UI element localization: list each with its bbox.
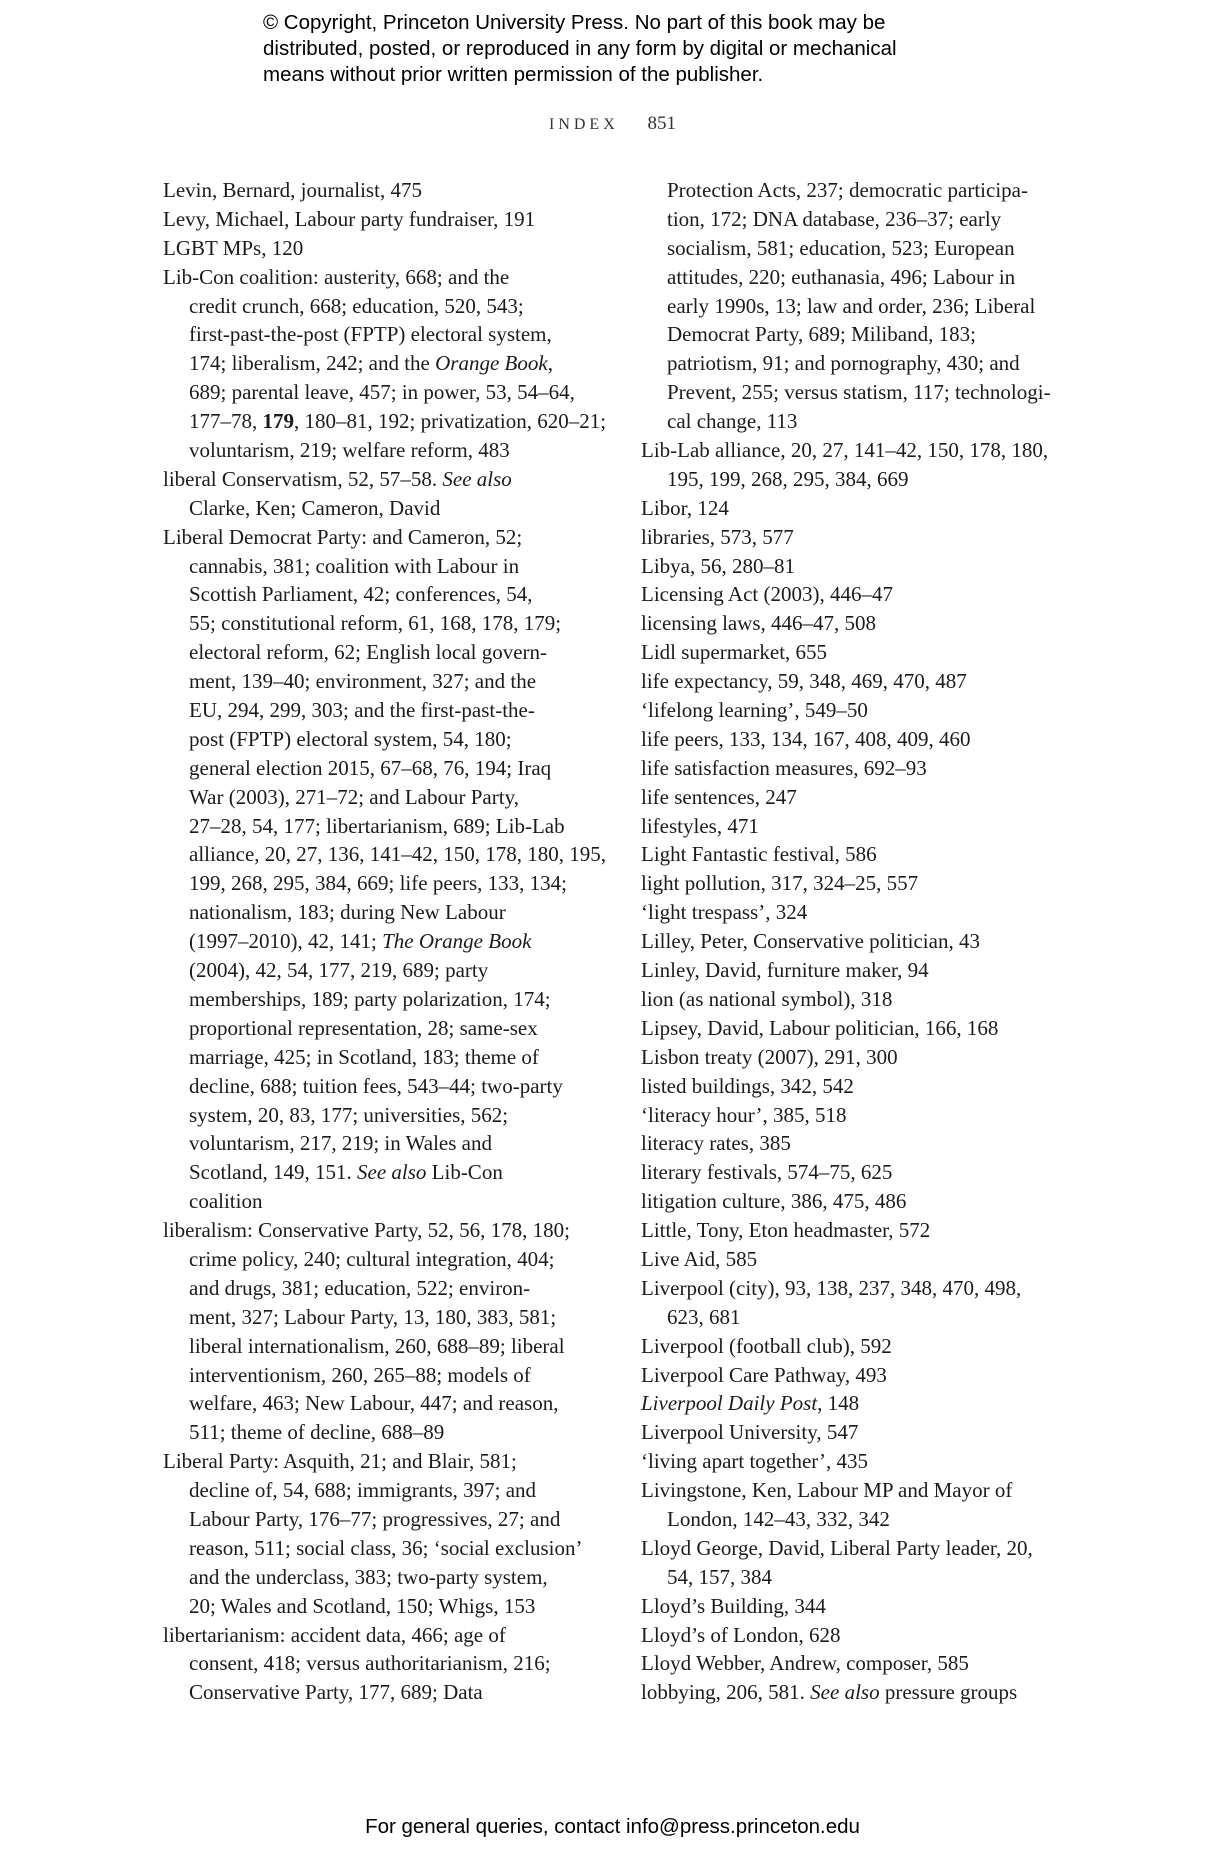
index-entry-continuation: Prevent, 255; versus statism, 117; technologi- [667, 380, 1051, 405]
index-entry: litigation culture, 386, 475, 486 [641, 1189, 907, 1214]
index-entry-continuation: cal change, 113 [667, 409, 798, 434]
index-entry-continuation: voluntarism, 217, 219; in Wales and [189, 1131, 492, 1156]
index-entry: Liverpool (football club), 592 [641, 1333, 892, 1358]
index-entry-continuation: memberships, 189; party polarization, 174; [189, 986, 551, 1011]
index-entry: Little, Tony, Eton headmaster, 572 [641, 1218, 931, 1243]
index-entry: lifestyles, 471 [641, 813, 759, 838]
index-entry: Levin, Bernard, journalist, 475 [163, 178, 422, 202]
index-entry: Liverpool University, 547 [641, 1420, 859, 1445]
index-entry-continuation: credit crunch, 668; education, 520, 543; [189, 293, 524, 318]
index-entry-continuation: patriotism, 91; and pornography, 430; and [667, 351, 1020, 376]
index-entry-continuation: 55; constitutional reform, 61, 168, 178, 179; [189, 611, 562, 636]
entry-text: liberal Conservatism, 52, 57–58. [163, 466, 443, 491]
index-entry: Lloyd’s Building, 344 [641, 1593, 826, 1618]
italic-text: See also [357, 1160, 427, 1185]
index-entry-continuation: Scottish Parliament, 42; conferences, 54, [189, 582, 533, 607]
index-entry-continuation: (2004), 42, 54, 177, 219, 689; party [189, 958, 489, 983]
entry-text: 177–78, [189, 409, 263, 434]
entry-text: lobbying, 206, 581. [641, 1680, 811, 1705]
index-entry-continuation [163, 407, 607, 436]
index-entry: libertarianism: accident data, 466; age of [163, 1622, 506, 1647]
index-entry: life sentences, 247 [641, 784, 797, 809]
index-entry-continuation: EU, 294, 299, 303; and the first-past-the- [189, 698, 535, 723]
index-entry-continuation: liberal internationalism, 260, 688–89; liberal [189, 1333, 565, 1358]
entry-text: , 148 [817, 1391, 860, 1416]
index-entry-continuation: and the underclass, 383; two-party system, [189, 1564, 548, 1589]
copyright-line: means without prior written permission of the publisher. [263, 63, 764, 86]
index-entry: Libor, 124 [641, 495, 729, 520]
copyright-notice [263, 10, 1023, 88]
index-entry-continuation: alliance, 20, 27, 136, 141–42, 150, 178, 180, 195, [189, 842, 607, 867]
index-entry: ‘light trespass’, 324 [641, 900, 808, 925]
index-entry: Licensing Act (2003), 446–47 [641, 582, 893, 607]
index-entry: liberalism: Conservative Party, 52, 56, 178, 180; [163, 1218, 570, 1243]
index-entry-continuation: Protection Acts, 237; democratic participa- [667, 178, 1028, 202]
index-entry: light pollution, 317, 324–25, 557 [641, 871, 919, 896]
index-entry-continuation: cannabis, 381; coalition with Labour in [189, 553, 520, 578]
index-entry-continuation: War (2003), 271–72; and Labour Party, [189, 784, 519, 809]
entry-text: , 180–81, 192; privatization, 620–21; [294, 409, 607, 434]
index-entry-continuation [163, 927, 603, 956]
index-entry-continuation: tion, 172; DNA database, 236–37; early [667, 206, 1002, 231]
index-entry-continuation: general election 2015, 67–68, 76, 194; Iraq [189, 755, 552, 780]
copyright-line: © Copyright, Princeton University Press. No part of this book may be [263, 11, 886, 34]
entry-text: (1997–2010), 42, 141; [189, 929, 383, 954]
index-entry-continuation: 199, 268, 295, 384, 669; life peers, 133, 134; [189, 871, 567, 896]
index-entry-continuation: 27–28, 54, 177; libertarianism, 689; Lib-Lab [189, 813, 565, 838]
index-entry-continuation: Labour Party, 176–77; progressives, 27; and [189, 1506, 561, 1531]
index-entry: libraries, 573, 577 [641, 524, 794, 549]
index-entry [641, 1678, 1081, 1707]
index-entry [641, 1389, 1081, 1418]
index-entry: Liberal Party: Asquith, 21; and Blair, 581; [163, 1449, 517, 1474]
index-entry-continuation: Conservative Party, 177, 689; Data [189, 1680, 483, 1705]
index-entry-continuation: marriage, 425; in Scotland, 183; theme of [189, 1044, 539, 1069]
index-column-right [641, 176, 1081, 1706]
index-entry-continuation: interventionism, 260, 265–88; models of [189, 1362, 531, 1387]
index-entry: Lib-Lab alliance, 20, 27, 141–42, 150, 178, 180, [641, 438, 1049, 463]
index-entry: listed buildings, 342, 542 [641, 1073, 854, 1098]
index-entry-continuation: system, 20, 83, 177; universities, 562; [189, 1102, 509, 1127]
index-entry-continuation: 54, 157, 384 [667, 1564, 772, 1589]
index-entry: ‘literacy hour’, 385, 518 [641, 1102, 847, 1127]
page-number: 851 [647, 113, 676, 134]
index-entry: Lipsey, David, Labour politician, 166, 168 [641, 1015, 999, 1040]
running-head [0, 113, 1225, 135]
italic-text: Orange Book [435, 351, 548, 376]
index-entry: Livingstone, Ken, Labour MP and Mayor of [641, 1478, 1013, 1503]
bold-page-ref: 179 [262, 409, 294, 434]
index-entry: Lib-Con coalition: austerity, 668; and the [163, 264, 510, 289]
index-entry-continuation [163, 1158, 603, 1187]
index-entry: Lloyd’s of London, 628 [641, 1622, 841, 1647]
index-entry-continuation: first-past-the-post (FPTP) electoral system, [189, 322, 552, 347]
index-entry: life satisfaction measures, 692–93 [641, 755, 927, 780]
index-entry-continuation: 195, 199, 268, 295, 384, 669 [667, 466, 909, 491]
index-entry: literacy rates, 385 [641, 1131, 791, 1156]
entry-text: pressure groups [879, 1680, 1018, 1705]
entry-text: , [547, 351, 553, 376]
index-entry-continuation: 623, 681 [667, 1304, 741, 1329]
italic-text: The Orange Book [382, 929, 532, 954]
index-entry-continuation: electoral reform, 62; English local govern- [189, 640, 548, 665]
italic-text: See also [442, 466, 512, 491]
index-entry-continuation: reason, 511; social class, 36; ‘social exclusion’ [189, 1535, 583, 1560]
index-entry: life expectancy, 59, 348, 469, 470, 487 [641, 669, 967, 694]
index-entry: Libya, 56, 280–81 [641, 553, 795, 578]
index-entry: Lloyd George, David, Liberal Party leader, 20, [641, 1535, 1033, 1560]
index-entry-continuation: London, 142–43, 332, 342 [667, 1506, 890, 1531]
entry-text: Lib-Con [426, 1160, 503, 1185]
entry-text: Scotland, 149, 151. [189, 1160, 357, 1185]
index-entry: Levy, Michael, Labour party fundraiser, 191 [163, 206, 536, 231]
index-entry-continuation: attitudes, 220; euthanasia, 496; Labour in [667, 264, 1016, 289]
index-entry-continuation: proportional representation, 28; same-sex [189, 1015, 538, 1040]
entry-text: 174; liberalism, 242; and the [189, 351, 436, 376]
index-entry: Linley, David, furniture maker, 94 [641, 958, 929, 983]
index-entry-continuation [163, 349, 603, 378]
index-entry-continuation: welfare, 463; New Labour, 447; and reason, [189, 1391, 559, 1416]
index-entry [163, 465, 603, 494]
index-column-left [163, 176, 607, 1706]
italic-text: Liverpool Daily Post [641, 1391, 818, 1416]
index-entry-continuation: 20; Wales and Scotland, 150; Whigs, 153 [189, 1593, 536, 1618]
index-entry: literary festivals, 574–75, 625 [641, 1160, 893, 1185]
index-entry-continuation: Democrat Party, 689; Miliband, 183; [667, 322, 976, 347]
index-entry: Lisbon treaty (2007), 291, 300 [641, 1044, 898, 1069]
index-entry: ‘lifelong learning’, 549–50 [641, 698, 868, 723]
index-entry-continuation: decline, 688; tuition fees, 543–44; two-party [189, 1073, 563, 1098]
index-entry-continuation: and drugs, 381; education, 522; environ- [189, 1275, 531, 1300]
index-entry-continuation: post (FPTP) electoral system, 54, 180; [189, 726, 512, 751]
index-entry: licensing laws, 446–47, 508 [641, 611, 877, 636]
index-entry: Lilley, Peter, Conservative politician, 43 [641, 929, 980, 954]
index-entry-continuation: 689; parental leave, 457; in power, 53, 54–64, [189, 380, 575, 405]
index-entry-continuation: coalition [189, 1189, 263, 1214]
index-entry: LGBT MPs, 120 [163, 235, 304, 260]
index-entry: Light Fantastic festival, 586 [641, 842, 877, 867]
index-entry: Liverpool Care Pathway, 493 [641, 1362, 887, 1387]
copyright-line: distributed, posted, or reproduced in any form by digital or mechanical [263, 37, 897, 60]
index-entry-continuation: consent, 418; versus authoritarianism, 216; [189, 1651, 551, 1676]
index-entry: life peers, 133, 134, 167, 408, 409, 460 [641, 726, 971, 751]
index-entry: Lidl supermarket, 655 [641, 640, 828, 665]
index-entry-continuation: socialism, 581; education, 523; European [667, 235, 1015, 260]
index-entry-continuation: early 1990s, 13; law and order, 236; Liberal [667, 293, 1036, 318]
index-entry-continuation: 511; theme of decline, 688–89 [189, 1420, 445, 1445]
index-entry: Liberal Democrat Party: and Cameron, 52; [163, 524, 523, 549]
index-entry-continuation: Clarke, Ken; Cameron, David [189, 495, 441, 520]
index-entry: ‘living apart together’, 435 [641, 1449, 869, 1474]
index-entry: Live Aid, 585 [641, 1246, 758, 1271]
footer-contact: For general queries, contact info@press.princeton.edu [365, 1815, 860, 1838]
section-label: INDEX [548, 116, 619, 133]
index-entry-continuation: ment, 139–40; environment, 327; and the [189, 669, 537, 694]
index-entry-continuation: nationalism, 183; during New Labour [189, 900, 506, 925]
index-entry: lion (as national symbol), 318 [641, 986, 893, 1011]
index-entry-continuation: crime policy, 240; cultural integration, 404; [189, 1246, 555, 1271]
index-entry-continuation: voluntarism, 219; welfare reform, 483 [189, 438, 510, 463]
index-entry-continuation: decline of, 54, 688; immigrants, 397; and [189, 1478, 537, 1503]
index-entry: Liverpool (city), 93, 138, 237, 348, 470, 498, [641, 1275, 1022, 1300]
index-entry: Lloyd Webber, Andrew, composer, 585 [641, 1651, 969, 1676]
italic-text: See also [810, 1680, 880, 1705]
index-entry-continuation: ment, 327; Labour Party, 13, 180, 383, 581; [189, 1304, 557, 1329]
